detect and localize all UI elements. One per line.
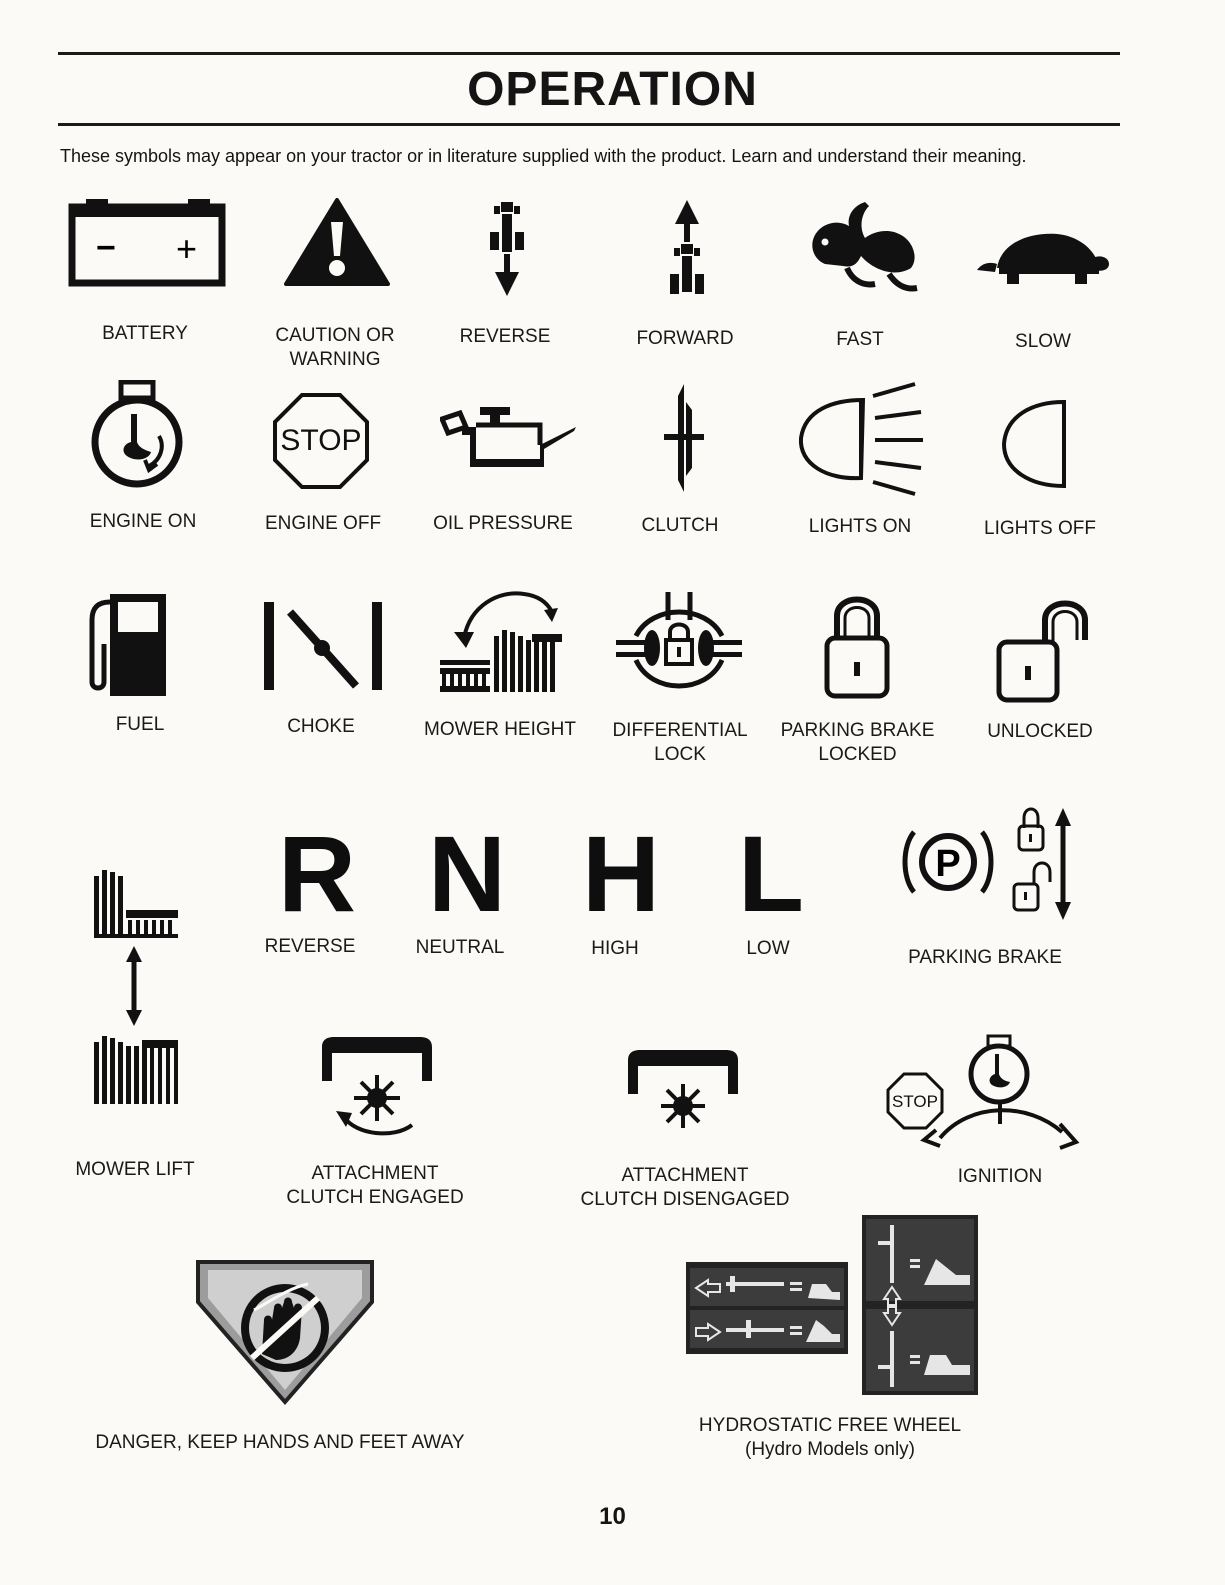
gear-l-glyph: L bbox=[738, 813, 804, 934]
page-number: 10 bbox=[599, 1503, 626, 1530]
svg-text:STOP: STOP bbox=[280, 424, 362, 457]
fuel-pump-icon bbox=[86, 592, 168, 698]
battery-label: BATTERY bbox=[102, 323, 188, 344]
hydrostatic-note: (Hydro Models only) bbox=[745, 1439, 915, 1460]
unlocked-label: UNLOCKED bbox=[987, 721, 1093, 742]
svg-text:−: − bbox=[96, 229, 116, 267]
engine-off-label: ENGINE OFF bbox=[264, 513, 382, 534]
fuel-label: FUEL bbox=[115, 714, 165, 735]
intro-text: These symbols may appear on your tractor or in literature supplied with the product. Learn and understand their meaning. bbox=[60, 146, 1027, 166]
gear-reverse-label: REVERSE bbox=[264, 936, 356, 957]
choke-label: CHOKE bbox=[287, 716, 355, 737]
fast-label: FAST bbox=[836, 329, 884, 350]
attachment-disengaged-label-line2: CLUTCH DISENGAGED bbox=[580, 1189, 790, 1210]
reverse-label: REVERSE bbox=[459, 326, 551, 347]
page-title: OPERATION bbox=[467, 63, 758, 116]
oil-pressure-label: OIL PRESSURE bbox=[433, 513, 573, 534]
differential-lock-icon bbox=[614, 590, 744, 702]
hydrostatic-label: HYDROSTATIC FREE WHEEL bbox=[698, 1415, 962, 1436]
engine-on-label: ENGINE ON bbox=[89, 511, 197, 532]
lights-off-label: LIGHTS OFF bbox=[984, 518, 1096, 539]
parking-brake-locked-label-line2: LOCKED bbox=[818, 744, 897, 765]
oil-can-icon bbox=[440, 405, 578, 471]
gear-n-glyph: N bbox=[428, 813, 506, 934]
gear-low-label: LOW bbox=[746, 938, 790, 959]
gear-neutral-label: NEUTRAL bbox=[415, 937, 505, 958]
clutch-icon bbox=[662, 382, 706, 494]
slow-label: SLOW bbox=[1015, 331, 1071, 352]
ignition-label: IGNITION bbox=[957, 1166, 1043, 1187]
parking-brake-label: PARKING BRAKE bbox=[908, 947, 1062, 968]
svg-text:+: + bbox=[176, 228, 198, 269]
mower-lift-icon bbox=[90, 862, 185, 1110]
differential-lock-label-line2: LOCK bbox=[654, 744, 706, 765]
title-underline bbox=[58, 123, 1120, 126]
mower-height-label: MOWER HEIGHT bbox=[424, 719, 576, 740]
engine-on-icon bbox=[87, 380, 187, 490]
gear-high-label: HIGH bbox=[591, 938, 639, 959]
differential-lock-label-line1: DIFFERENTIAL bbox=[612, 720, 748, 741]
danger-label: DANGER, KEEP HANDS AND FEET AWAY bbox=[95, 1432, 465, 1453]
reverse-tractor-icon bbox=[484, 198, 530, 298]
caution-label-line1: CAUTION OR bbox=[275, 325, 395, 346]
svg-text:STOP: STOP bbox=[892, 1092, 938, 1111]
mower-height-icon bbox=[436, 584, 566, 700]
turtle-icon bbox=[975, 228, 1113, 294]
forward-tractor-icon bbox=[664, 198, 710, 298]
danger-hand-decal-icon bbox=[192, 1258, 378, 1406]
choke-icon bbox=[262, 600, 386, 692]
mower-lift-label: MOWER LIFT bbox=[75, 1159, 195, 1180]
ignition-icon bbox=[884, 1032, 1080, 1162]
attachment-clutch-disengaged-icon bbox=[622, 1048, 744, 1138]
lights-off-icon bbox=[1000, 398, 1072, 490]
warning-triangle-icon bbox=[282, 196, 392, 288]
svg-text:P: P bbox=[935, 843, 961, 885]
hydrostatic-decal-right-icon bbox=[862, 1215, 978, 1395]
attachment-engaged-label-line2: CLUTCH ENGAGED bbox=[286, 1187, 464, 1208]
top-rule bbox=[58, 52, 1120, 55]
padlock-unlocked-icon bbox=[995, 594, 1089, 706]
gear-r-glyph: R bbox=[278, 813, 356, 934]
caution-label-line2: WARNING bbox=[289, 349, 381, 370]
stop-sign-icon bbox=[272, 392, 370, 490]
lights-on-label: LIGHTS ON bbox=[808, 516, 912, 537]
rabbit-icon bbox=[803, 198, 921, 296]
gear-h-glyph: H bbox=[582, 813, 660, 934]
attachment-engaged-label-line1: ATTACHMENT bbox=[311, 1163, 439, 1184]
attachment-disengaged-label-line1: ATTACHMENT bbox=[621, 1165, 749, 1186]
clutch-label: CLUTCH bbox=[641, 515, 719, 536]
parking-brake-locked-label-line1: PARKING BRAKE bbox=[780, 720, 935, 741]
parking-brake-icon bbox=[900, 806, 1080, 924]
lights-on-icon bbox=[797, 382, 927, 498]
padlock-locked-icon bbox=[823, 590, 891, 702]
forward-label: FORWARD bbox=[636, 328, 734, 349]
attachment-clutch-engaged-icon bbox=[316, 1035, 438, 1141]
hydrostatic-decal-left-icon bbox=[686, 1262, 848, 1354]
battery-icon bbox=[68, 195, 228, 290]
